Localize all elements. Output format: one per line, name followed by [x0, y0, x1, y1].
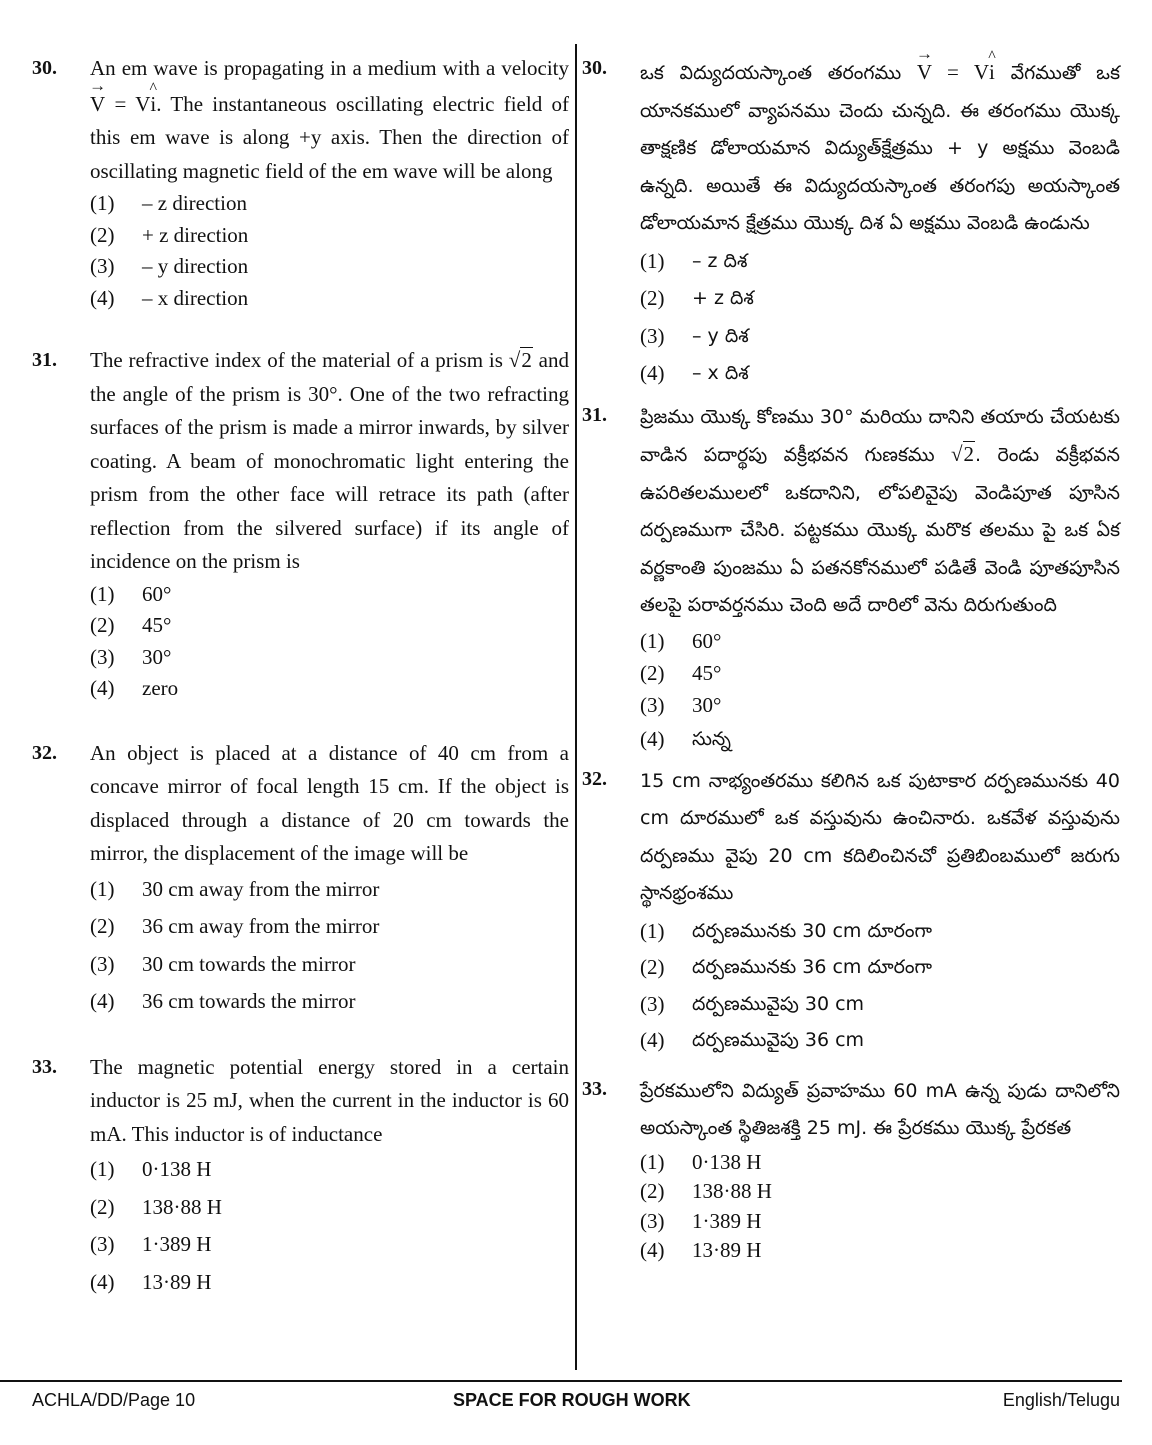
- option-1[interactable]: (1) 30 cm away from the mirror: [90, 876, 380, 901]
- option-3[interactable]: (3) 30°: [640, 692, 722, 717]
- option-1[interactable]: (1) 0·138 H: [90, 1157, 212, 1181]
- option-1[interactable]: (1) – z దిశ: [640, 248, 748, 273]
- option-1[interactable]: (1) దర్పణమునకు 30 cm దూరంగా: [640, 918, 932, 943]
- options-list: [640, 1148, 1120, 1266]
- question-30-te: [582, 52, 1120, 393]
- question-number: 30.: [582, 57, 607, 79]
- option-1[interactable]: (1) 60°: [640, 628, 722, 653]
- options-list: [90, 188, 569, 314]
- footer-rule: [0, 1380, 1122, 1382]
- option-3[interactable]: (3) 30°: [90, 644, 172, 669]
- option-2[interactable]: (2) + z దిశ: [640, 286, 754, 310]
- option-1[interactable]: (1) 0·138 H: [640, 1149, 762, 1174]
- option-3[interactable]: (3) – y direction: [90, 254, 249, 278]
- rough-work-label: SPACE FOR ROUGH WORK: [453, 1390, 691, 1410]
- question-text: The refractive index of the material of a prism is √2 and the angle of the prism is 30°. One of the two refracting surfaces of the prism is made a mirror inwards, by silver coating. A beam of monochromatic light entering the prism from the other face will retrace its path (after reflection from the silvered surface) if its angle of incidence on the prism is: [90, 348, 569, 573]
- question-31-te: [582, 399, 1120, 757]
- option-2[interactable]: (2) 138·88 H: [90, 1194, 222, 1219]
- option-2[interactable]: (2) 36 cm away from the mirror: [90, 914, 380, 938]
- options-list: [90, 1151, 569, 1301]
- column-divider: [575, 44, 577, 1370]
- option-2[interactable]: (2) 45°: [90, 613, 172, 637]
- option-4[interactable]: (4) 36 cm towards the mirror: [90, 989, 356, 1013]
- options-list: [640, 913, 1120, 1059]
- option-3[interactable]: (3) – y దిశ: [640, 323, 749, 348]
- vector-v-symbol: → V: [917, 52, 932, 92]
- english-column: [32, 52, 569, 1301]
- question-number: 33.: [582, 1077, 607, 1100]
- option-3[interactable]: (3) 1·389 H: [90, 1232, 212, 1256]
- option-4[interactable]: (4) సున్న: [640, 726, 731, 751]
- telugu-column: [582, 52, 1120, 1266]
- square-root-symbol: √2: [951, 442, 975, 466]
- language-label: English/Telugu: [1002, 1390, 1120, 1410]
- question-text: An object is placed at a distance of 40 cm from a concave mirror of focal length 15 cm. If the object is displaced through a distance of 20 cm towards the mirror, the displacement of the image will be: [90, 740, 569, 865]
- vector-v-symbol: → V: [90, 86, 105, 122]
- question-31-en: [32, 344, 569, 705]
- option-1[interactable]: (1) – z direction: [90, 191, 247, 215]
- question-32-te: [582, 763, 1120, 1059]
- question-text: ప్రిజము యొక్క కోణము 30° మరియు దానిని తయారు చేయటకు వాడిన పదార్థపు వక్రీభవన గుణకము √2. రెండు వక్రీభవన ఉపరితలములలో ఒకదానిని, లోపలివైపు వెండిపూత పూసిన దర్పణముగా చేసిరి. పట్టకము యొక్క మరొక తలము పై ఒక ఏక వర్ణకాంతి పుంజము ఏ పతనకోనములో పడితే వెండి పూతపూసిన తలపై పరావర్తనము చెంది అదే దారిలో వెను దిరుగుతుంది: [640, 405, 1120, 616]
- option-4[interactable]: (4) zero: [90, 676, 179, 700]
- option-4[interactable]: (4) – x దిశ: [640, 361, 749, 385]
- question-33-te: [582, 1073, 1120, 1266]
- question-number: 31.: [582, 403, 607, 426]
- option-2[interactable]: (2) + z direction: [90, 222, 249, 247]
- question-30-en: [32, 52, 569, 314]
- option-4[interactable]: (4) 13·89 H: [90, 1269, 212, 1294]
- option-3[interactable]: (3) 30 cm towards the mirror: [90, 951, 356, 976]
- options-list: [640, 625, 1120, 757]
- question-number: 31.: [32, 349, 57, 371]
- question-text: The magnetic potential energy stored in a certain inductor is 25 mJ, when the current in the inductor is 60 mA. This inductor is of inductance: [90, 1054, 569, 1146]
- option-4[interactable]: (4) దర్పణమువైపు 36 cm: [640, 1028, 865, 1052]
- question-32-en: [32, 737, 569, 1021]
- options-list: [90, 579, 569, 705]
- page-identifier: ACHLA/DD/Page 10: [32, 1390, 196, 1410]
- options-list: [90, 871, 569, 1021]
- question-text: 15 cm నాభ్యంతరము కలిగిన ఒక పుటాకార దర్పణమునకు 40 cm దూరములో ఒక వస్తువును ఉంచినారు. ఒకవేళ వస్తువును దర్పణము వైపు 20 cm కదిలించినచో ప్రతిబింబములో జరుగు స్థానభ్రంశము: [640, 769, 1120, 904]
- option-3[interactable]: (3) 1·389 H: [640, 1208, 762, 1233]
- option-2[interactable]: (2) దర్పణమునకు 36 cm దూరంగా: [640, 955, 932, 979]
- question-text: ఒక విద్యుదయస్కాంత తరంగము → V = V^ i వేగముతో ఒక యానకములో వ్యాపనము చెందు చున్నది. ఈ తరంగము యొక్క తాక్షణిక డోలాయమాన విద్యుత్‌క్షేత్రము + y అక్షము వెంబడి ఉన్నది. అయితే ఈ విద్యుదయస్కాంత తరంగపు అయస్కాంత డోలాయమాన క్షేత్రము యొక్క దిశ ఏ అక్షము వెంబడి ఉండును: [640, 52, 1120, 243]
- option-1[interactable]: (1) 60°: [90, 581, 172, 606]
- unit-vector-i-symbol: ^ i: [150, 88, 156, 122]
- question-text: ప్రేరకములోని విద్యుత్ ప్రవాహము 60 mA ఉన్న పుడు దానిలోని అయస్కాంత స్థితిజశక్తి 25 mJ. ఈ ప్రేరకము యొక్క ప్రేరకత: [640, 1079, 1120, 1139]
- option-4[interactable]: (4) – x direction: [90, 285, 249, 310]
- question-number: 32.: [582, 767, 607, 790]
- unit-vector-i-symbol: ^ i: [989, 54, 995, 92]
- question-number: 32.: [32, 741, 57, 764]
- question-text: An em wave is propagating in a medium with a velocity → V = V^ i. The instantaneous oscillating electric field of this em wave is along +y axis. Then the direction of oscillating magnetic field of the em wave will be along: [90, 52, 569, 188]
- question-number: 33.: [32, 1055, 57, 1078]
- option-4[interactable]: (4) 13·89 H: [640, 1238, 762, 1262]
- question-33-en: [32, 1051, 569, 1302]
- question-number: 30.: [32, 57, 57, 79]
- option-2[interactable]: (2) 138·88 H: [640, 1179, 772, 1203]
- option-2[interactable]: (2) 45°: [640, 660, 722, 685]
- options-list: [640, 243, 1120, 393]
- square-root-symbol: √2: [508, 348, 532, 372]
- option-3[interactable]: (3) దర్పణమువైపు 30 cm: [640, 991, 865, 1016]
